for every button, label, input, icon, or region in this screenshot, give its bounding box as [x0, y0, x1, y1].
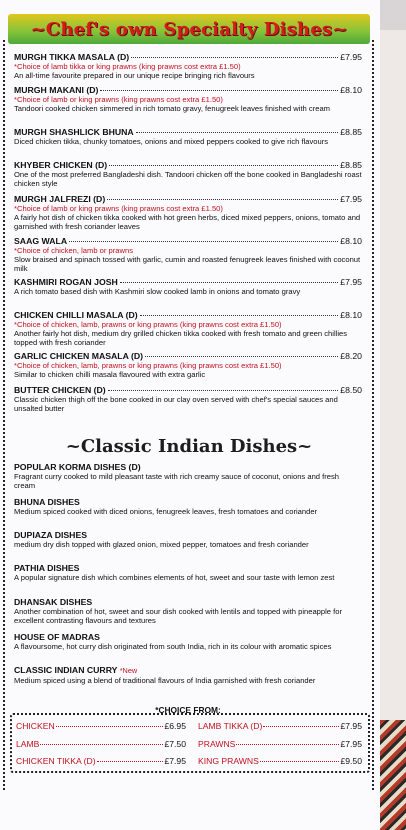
dish-name-text: CLASSIC INDIAN CURRY	[14, 665, 118, 675]
item-description: An all-time favourite prepared in our unique recipe bringing rich flavours	[14, 71, 255, 80]
dish-name: POPULAR KORMA DISHES (D)	[14, 462, 141, 472]
item-name: CHICKEN CHILLI MASALA (D)	[14, 310, 138, 320]
choice-name: LAMB	[16, 739, 40, 749]
item-price: £8.85	[340, 127, 362, 137]
item-description: One of the most preferred Bangladeshi dish. Tandoori chicken off the bone cooked in Bangladeshi roast chicken style	[14, 170, 362, 188]
item-price: £7.95	[340, 194, 362, 204]
item-price: £8.10	[340, 236, 362, 246]
choice-name: CHICKEN	[16, 721, 55, 731]
item-choice: *Choice of chicken, lamb, prawns or king prawns (king prawns cost extra £1.50)	[14, 320, 282, 329]
menu-item	[14, 52, 362, 80]
menu-item	[14, 194, 362, 231]
menu-item	[14, 236, 362, 273]
section-title-specialty: ~Chef's own Specialty Dishes~	[30, 19, 348, 40]
item-price: £8.85	[340, 160, 362, 170]
item-price: £8.10	[340, 310, 362, 320]
choice-name: PRAWNS	[198, 739, 236, 749]
dish-name: HOUSE OF MADRAS	[14, 632, 100, 642]
section-title-classic: ~Classic Indian Dishes~	[65, 436, 313, 457]
item-choice: *Choice of lamb tikka or king prawns (king prawns cost extra £1.50)	[14, 62, 241, 71]
item-description: Another fairly hot dish, medium dry grilled chicken tikka cooked with fresh tomato and green chillies topped with fresh coriander	[14, 329, 348, 347]
classic-dish	[14, 563, 354, 582]
item-description: Similar to chicken chilli masala flavoured with extra garlic	[14, 370, 206, 379]
choice-price: £7.95	[340, 721, 362, 731]
item-name: MURGH SHASHLICK BHUNA	[14, 127, 134, 137]
choice-item	[16, 721, 186, 731]
choice-item	[16, 739, 186, 749]
classic-dish	[14, 497, 354, 516]
left-dotted-border	[3, 40, 5, 790]
classic-dish	[14, 530, 354, 549]
decorative-stripes	[380, 720, 406, 830]
choice-name: KING PRAWNS	[198, 756, 259, 766]
adjacent-page-edge	[380, 0, 406, 830]
choice-title: *CHOICE FROM:	[155, 705, 221, 715]
item-price: £8.10	[340, 85, 362, 95]
dish-description: Fragrant curry cooked to mild pleasant taste with rich creamy sauce of coconut, onions and fresh cream	[14, 472, 340, 490]
item-name: KASHMIRI ROGAN JOSH	[14, 277, 118, 287]
menu-item	[14, 310, 362, 347]
item-price: £7.95	[340, 277, 362, 287]
choice-price: £7.95	[340, 739, 362, 749]
item-price: £8.50	[340, 385, 362, 395]
item-description: Tandoori cooked chicken simmered in rich tomato gravy, fenugreek leaves finished with cream	[14, 104, 330, 113]
item-description: Diced chicken tikka, chunky tomatoes, onions and mixed peppers cooked to give rich flavours	[14, 137, 329, 146]
menu-item	[14, 385, 362, 413]
choice-item	[198, 721, 362, 731]
new-badge: *New	[119, 666, 138, 675]
item-name: GARLIC CHICKEN MASALA (D)	[14, 351, 144, 361]
item-choice: *Choice of chicken, lamb or prawns	[14, 246, 134, 255]
page-edge-top	[380, 0, 406, 30]
item-price: £7.95	[340, 52, 362, 62]
classic-dish	[14, 597, 354, 625]
classic-dish	[14, 462, 354, 490]
right-dotted-border	[372, 40, 374, 790]
item-name: SAAG WALA	[14, 236, 68, 246]
item-description: A fairly hot dish of chicken tikka cooked with hot green herbs, diced mixed peppers, onions, tomato and garnished with fresh coriander leaves	[14, 213, 361, 231]
choice-price: £9.50	[340, 756, 362, 766]
dish-description: Another combination of hot, sweet and sour dish cooked with lentils and topped with pineapple for excellent contrasting flavours and textures	[14, 607, 343, 625]
item-price: £8.20	[340, 351, 362, 361]
menu-item	[14, 127, 362, 146]
item-description: Slow braised and spinach tossed with garlic, cumin and roasted fenugreek leaves finished with coconut milk	[14, 255, 361, 273]
dish-description: Medium spiced using a blend of traditional flavours of India garnished with fresh coriander	[14, 676, 316, 685]
dish-name: BHUNA DISHES	[14, 497, 80, 507]
menu-item	[14, 160, 362, 188]
dish-name: PATHIA DISHES	[14, 563, 80, 573]
dish-description: A popular signature dish which combines elements of hot, sweet and sour taste with lemon zest	[14, 573, 335, 582]
choice-price: £7.95	[164, 756, 186, 766]
item-name: KHYBER CHICKEN (D)	[14, 160, 108, 170]
menu-item	[14, 351, 362, 379]
item-name: MURGH MAKANI (D)	[14, 85, 99, 95]
choice-item	[198, 756, 362, 766]
dish-name	[14, 665, 354, 676]
dish-description: medium dry dish topped with glazed onion, mixed pepper, tomatoes and fresh coriander	[14, 540, 309, 549]
dish-description: A flavoursome, hot curry dish originated from south India, rich in its colour with aromatic spices	[14, 642, 332, 651]
choice-price: £7.50	[164, 739, 186, 749]
item-description: Classic chicken thigh off the bone cooked in our clay oven served with chef's special sauces and unsalted butter	[14, 395, 338, 413]
choice-name: LAMB TIKKA (D)	[198, 721, 263, 731]
choice-price: £6.95	[164, 721, 186, 731]
choice-item	[16, 756, 186, 766]
classic-dish	[14, 632, 354, 651]
choice-item	[198, 739, 362, 749]
dish-description: Medium spiced cooked with diced onions, fenugreek leaves, fresh tomatoes and coriander	[14, 507, 318, 516]
item-name: MURGH JALFREZI (D)	[14, 194, 106, 204]
item-choice: *Choice of chicken, lamb, prawns or king prawns (king prawns cost extra £1.50)	[14, 361, 282, 370]
choice-name: CHICKEN TIKKA (D)	[16, 756, 96, 766]
item-name: BUTTER CHICKEN (D)	[14, 385, 106, 395]
item-choice: *Choice of lamb or king prawns (king prawns cost extra £1.50)	[14, 95, 223, 104]
dish-name: DHANSAK DISHES	[14, 597, 93, 607]
menu-item	[14, 85, 362, 113]
menu-item	[14, 277, 362, 296]
dish-name: DUPIAZA DISHES	[14, 530, 88, 540]
classic-dish	[14, 665, 354, 685]
item-choice: *Choice of lamb or king prawns (king prawns cost extra £1.50)	[14, 204, 223, 213]
item-description: A rich tomato based dish with Kashmiri slow cooked lamb in onions and tomato gravy	[14, 287, 301, 296]
item-name: MURGH TIKKA MASALA (D)	[14, 52, 130, 62]
